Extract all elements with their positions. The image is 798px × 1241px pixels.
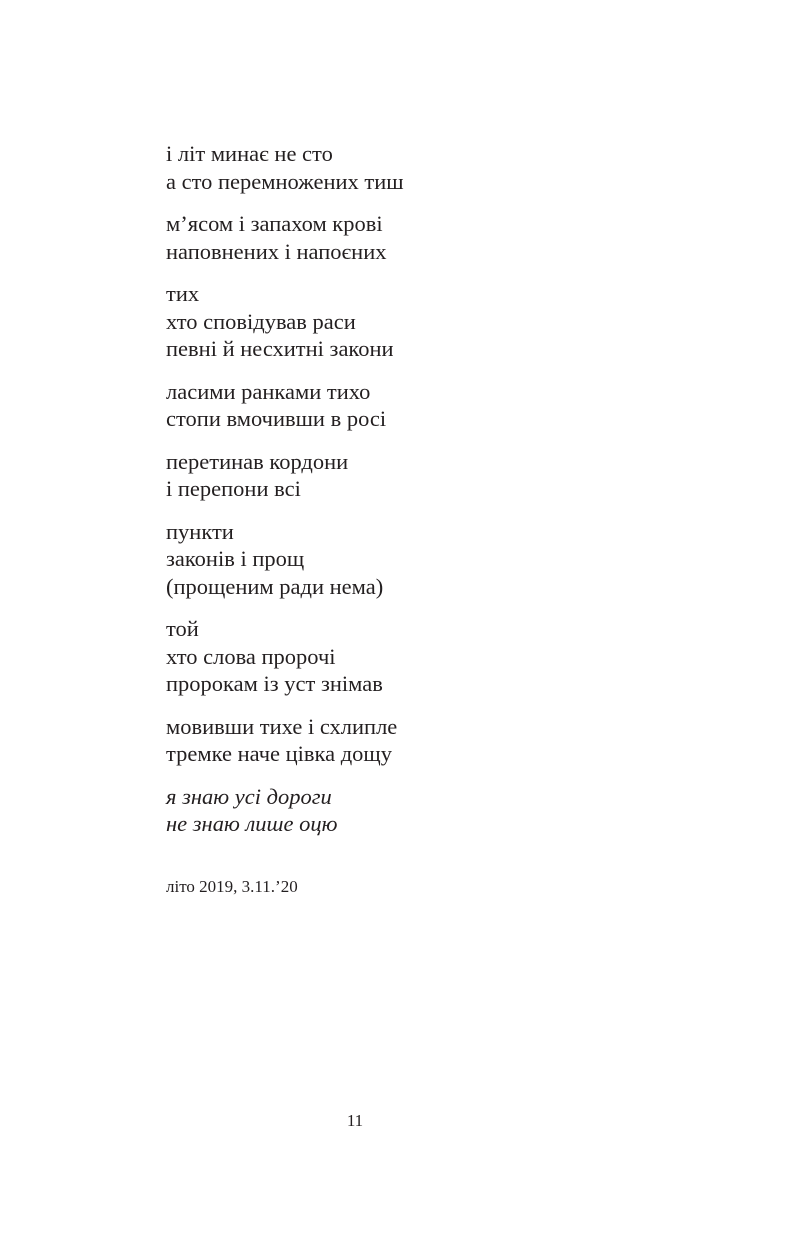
poem-line: перетинав кордони bbox=[166, 448, 349, 474]
poem-line: і літ минає не сто bbox=[166, 141, 333, 166]
stanza bbox=[166, 280, 726, 363]
stanza bbox=[166, 448, 726, 503]
poem-line: м’ясом і запахом крові bbox=[166, 211, 383, 236]
stanza bbox=[166, 210, 726, 265]
poem-line: стопи вмочивши в росі bbox=[166, 406, 387, 431]
poem-line: хто сповідував раси bbox=[166, 308, 356, 334]
poem-line: не знаю лише оцю bbox=[166, 811, 338, 836]
stanza bbox=[166, 378, 726, 433]
poem-line: тремке наче цівка дощу bbox=[166, 741, 393, 766]
poem-line: наповнених і напоєних bbox=[166, 238, 387, 264]
stanza bbox=[166, 713, 726, 768]
poem-line: (прощеним ради нема) bbox=[166, 573, 384, 599]
poem-line: законів і прощ bbox=[166, 546, 305, 571]
closing-stanza bbox=[166, 783, 726, 838]
poem-line: я знаю усі дороги bbox=[166, 783, 332, 809]
poem-line: хто слова пророчі bbox=[166, 643, 336, 669]
poem-line: певні й несхитні закони bbox=[166, 336, 394, 361]
poem-line: пророкам із уст знімав bbox=[166, 671, 383, 696]
stanza bbox=[166, 140, 726, 195]
stanza bbox=[166, 615, 726, 698]
poem bbox=[166, 140, 726, 853]
poem-line: а сто перемножених тиш bbox=[166, 168, 404, 194]
stanza bbox=[166, 518, 726, 601]
page-number: 11 bbox=[346, 1111, 364, 1130]
poem-line: і перепони всі bbox=[166, 476, 301, 501]
poem-dateline: літо 2019, 3.11.’20 bbox=[166, 877, 298, 896]
poem-line: той bbox=[166, 616, 199, 641]
poem-line: пункти bbox=[166, 518, 234, 544]
poem-line: ласими ранками тихо bbox=[166, 378, 371, 404]
poem-line: мовивши тихе і схлипле bbox=[166, 713, 398, 739]
poem-line: тих bbox=[166, 281, 200, 306]
